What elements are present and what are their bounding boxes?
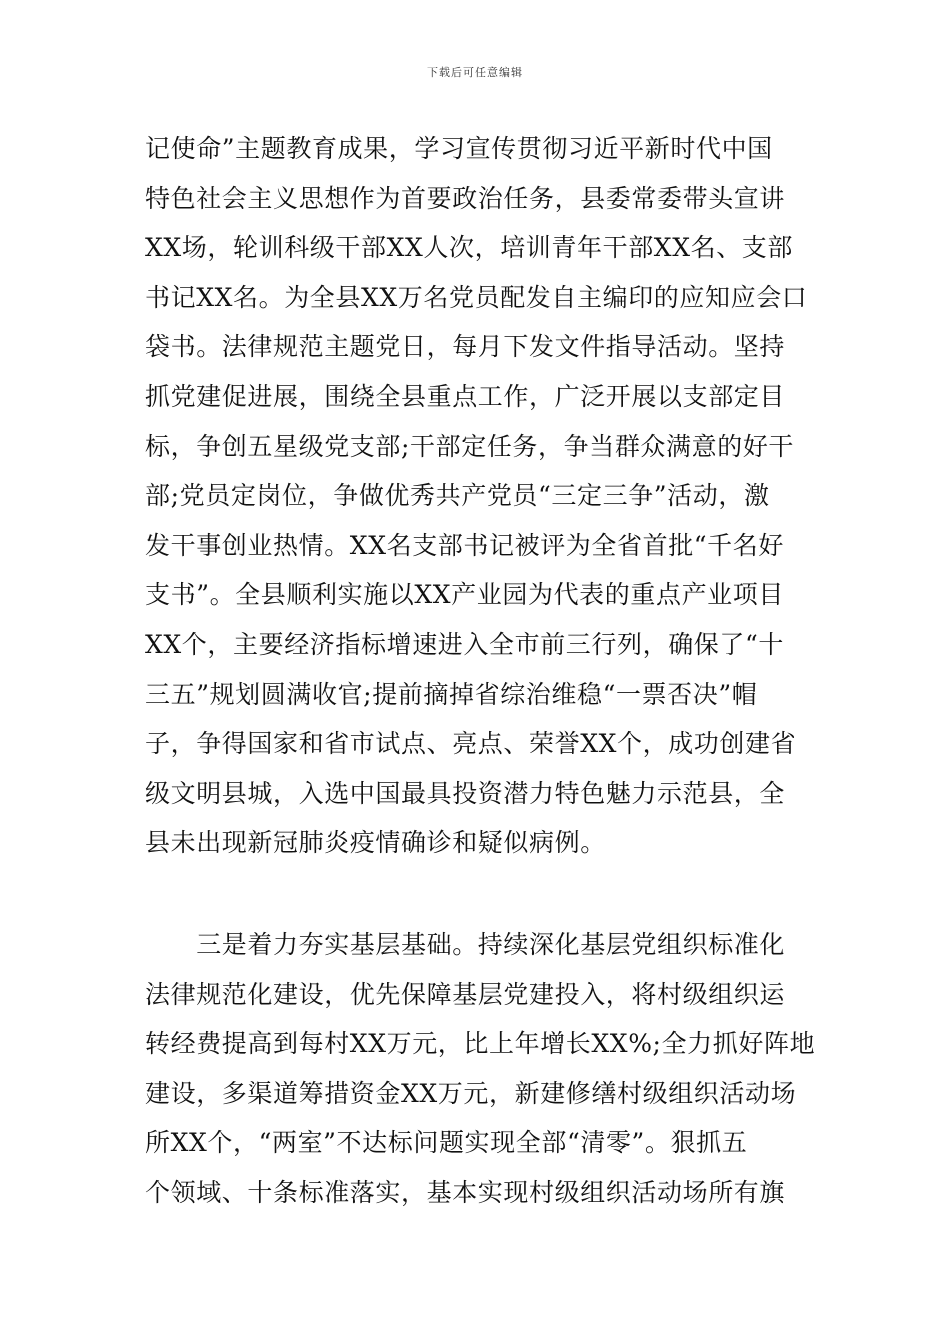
text-line: 三五”规划圆满收官;提前摘掉省综治维稳“一票否决”帽 [145,679,758,709]
text-line: 子，争得国家和省市试点、亮点、荣誉XX个，成功创建省 [145,729,797,759]
text-line: 袋书。法律规范主题党日，每月下发文件指导活动。坚持 [145,332,786,362]
text-line: 支书”。全县顺利实施以XX产业园为代表的重点产业项目 [145,580,784,610]
text-line: 建设，多渠道筹措资金XX万元，新建修缮村级组织活动场 [145,1078,797,1108]
text-line: XX个，主要经济指标增速进入全市前三行列，确保了“十 [145,629,784,659]
text-line: 抓党建促进展，围绕全县重点工作，广泛开展以支部定目 [145,381,786,411]
page-header: 下载后可任意编辑 [427,66,523,79]
text-line: 法律规范化建设，优先保障基层党建投入，将村级组织运 [145,979,786,1009]
text-line: 所XX个，“两室”不达标问题实现全部“清零”。狠抓五 [145,1128,748,1158]
text-line: XX场，轮训科级干部XX人次，培训青年干部XX名、支部 [145,233,793,263]
text-line: 部;党员定岗位，争做优秀共产党员“三定三争”活动，激 [145,481,770,511]
text-line: 书记XX名。为全县XX万名党员配发自主编印的应知应会口 [145,282,808,312]
text-line: 发干事创业热情。XX名支部书记被评为全省首批“千名好 [145,530,784,560]
text-line: 标，争创五星级党支部;干部定任务，争当群众满意的好干 [145,431,795,461]
text-line: 级文明县城，入选中国最具投资潜力特色魅力示范县，全 [145,778,786,808]
text-line: 三是着力夯实基层基础。持续深化基层党组织标准化 [145,930,786,959]
text-line: 特色社会主义思想作为首要政治任务，县委常委带头宣讲 [145,183,786,213]
paragraph-1 [145,124,810,868]
text-line: 转经费提高到每村XX万元，比上年增长XX%;全力抓好阵地 [145,1029,816,1059]
text-line: 县未出现新冠肺炎疫情确诊和疑似病例。 [145,828,606,858]
paragraph-2 [145,920,816,1218]
text-line: 记使命”主题教育成果，学习宣传贯彻习近平新时代中国 [145,134,773,163]
text-line: 个领域、十条标准落实，基本实现村级组织活动场所有旗 [145,1177,786,1207]
